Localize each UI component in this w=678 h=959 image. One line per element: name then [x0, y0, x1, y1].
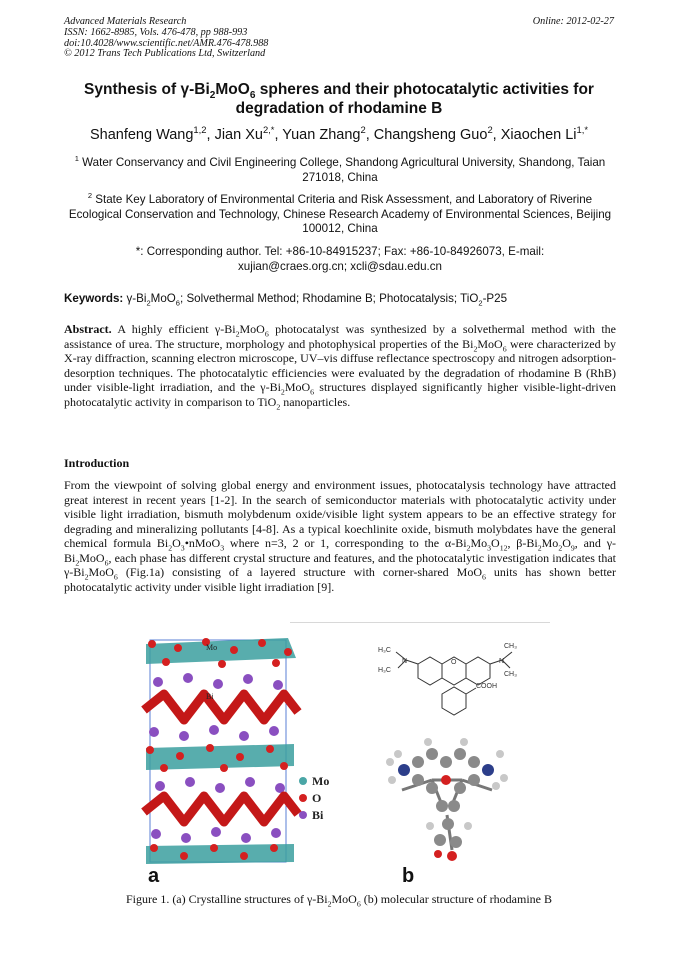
mo-atom-label: Mo	[206, 643, 218, 652]
introduction-heading: Introduction	[64, 456, 130, 470]
affiliation-2: $^2$ State Key Laboratory of Environmental Criteria and Risk Assessment, and Laboratory of Riverine Ecological Conservation and Technology, Chinese Research Academy of Environmental Sciences, Beijing 100012, China	[68, 191, 612, 235]
panel-label-b: b	[402, 865, 415, 886]
doi-line: doi:10.4028/www.scientific.net/AMR.476-478.988	[64, 37, 269, 49]
panel-label-a: a	[148, 865, 160, 886]
rhodamine-3d-model	[386, 738, 508, 861]
bi-atom-label: Bi	[206, 692, 214, 701]
corresponding-author: *: Corresponding author. Tel: +86-10-84915237; Fax: +86-10-84926073, E-mail: xujian@craes.org.cn; xcli@sdau.edu.cn	[135, 245, 545, 273]
legend-bi-label: Bi	[312, 808, 324, 822]
rhodamine-b-figure	[372, 630, 522, 886]
legend-o-dot	[299, 794, 307, 802]
legend-bi-dot	[299, 811, 307, 819]
mo-o-layer-3	[146, 844, 294, 864]
issn-line: ISSN: 1662-8985, Vols. 476-478, pp 988-993	[64, 26, 248, 38]
legend-o-label: O	[312, 791, 322, 805]
h3c-label-2: H₃C	[378, 667, 391, 674]
n-label-2: N	[499, 658, 505, 665]
copyright-line: © 2012 Trans Tech Publications Ltd, Switzerland	[64, 48, 266, 60]
cooh-label: COOH	[476, 683, 497, 690]
journal-header	[64, 17, 268, 60]
abstract: Abstract. A highly efficient $\gamma-Bi_2MoO_6$ photocatalyst was synthesized by a solvethermal method with the assistance of urea. The structure, morphology and photophysical properties of the $Bi_2MoO_6$ were characterized by X-ray diffraction, scanning electron microscope, UV–vis diffuse reflectance spectroscopy and nitrogen adsorption-desorption techniques. The photocatalytic efficiencies were evaluated by the degradation of rhodamine B (RhB) under visible-light irradiation, and the $\gamma-Bi_2MoO_6$ structures displayed significantly higher visible-light-driven photocatalytic activity in comparison to TiO$_2$ nanoparticles.	[64, 322, 617, 411]
ch3-label-2: CH₃	[504, 671, 517, 678]
figure-caption: Figure 1. (a) Crystalline structures of $\gamma-Bi_2MoO_6$ (b) molecular structure of rhodamine B	[125, 892, 553, 909]
h3c-label-1: H₃C	[378, 647, 391, 654]
affiliation-1: $^1$ Water Conservancy and Civil Engineering College, Shandong Agricultural University, Shandong, Taian 271018, China	[74, 154, 606, 184]
legend-mo-label: Mo	[312, 774, 330, 788]
online-date: Online: 2012-02-27	[532, 16, 614, 27]
paper-title: Synthesis of $\gamma-Bi_2MoO_6$ spheres and their photocatalytic activities for degradation of rhodamine B	[84, 81, 594, 117]
keywords: Keywords: $\gamma-Bi_2MoO_6$; Solvethermal Method; Rhodamine B; Photocatalysis; TiO$_2$-P25	[64, 292, 508, 308]
author-list: Shanfeng Wang$^{1,2}$, Jian $Xu^{2,*}$, Yuan Zhang$^2$, Changsheng Guo$^2$, Xiaochen $Li^{1,*}$	[89, 124, 589, 143]
crystal-structure-figure	[138, 630, 378, 886]
n-label-1: N	[402, 658, 408, 665]
figure-separator	[290, 622, 550, 623]
journal-name: Advanced Materials Research	[64, 16, 187, 27]
o-label: O	[451, 659, 457, 666]
legend-mo-dot	[299, 777, 307, 785]
introduction-paragraph: From the viewpoint of solving global energy and environment issues, photocatalysis technology have attracted great interest in recent years [1-2]. In the search of semiconductor materials with photocatalytic activity under visible light irradiation, bismuth molybdenum oxide/visible light system appears to be an effective strategy for degrading and mineralizing pollutants [4-8]. As a typical koechlinite oxide, bismuth molybdates have the general chemical formula $Bi_2O_3•nMoO_3$ where n=3, 2 or 1, corresponding to the $\alpha-Bi_2Mo_3O_{12}$, $\beta-Bi_2Mo_2O_9$, and $\gamma-Bi_2MoO_6$, each phase has different crystal structure and features, and the photocatalytic investigation indicates that $\gamma-Bi_2MoO_6$ (Fig.1a) consisting of a layered structure with corner-shared MoO$_6$ units has shown better photocatalytic activity under visible light irradiation [9].	[64, 478, 616, 594]
ch3-label-1: CH₃	[504, 643, 517, 650]
